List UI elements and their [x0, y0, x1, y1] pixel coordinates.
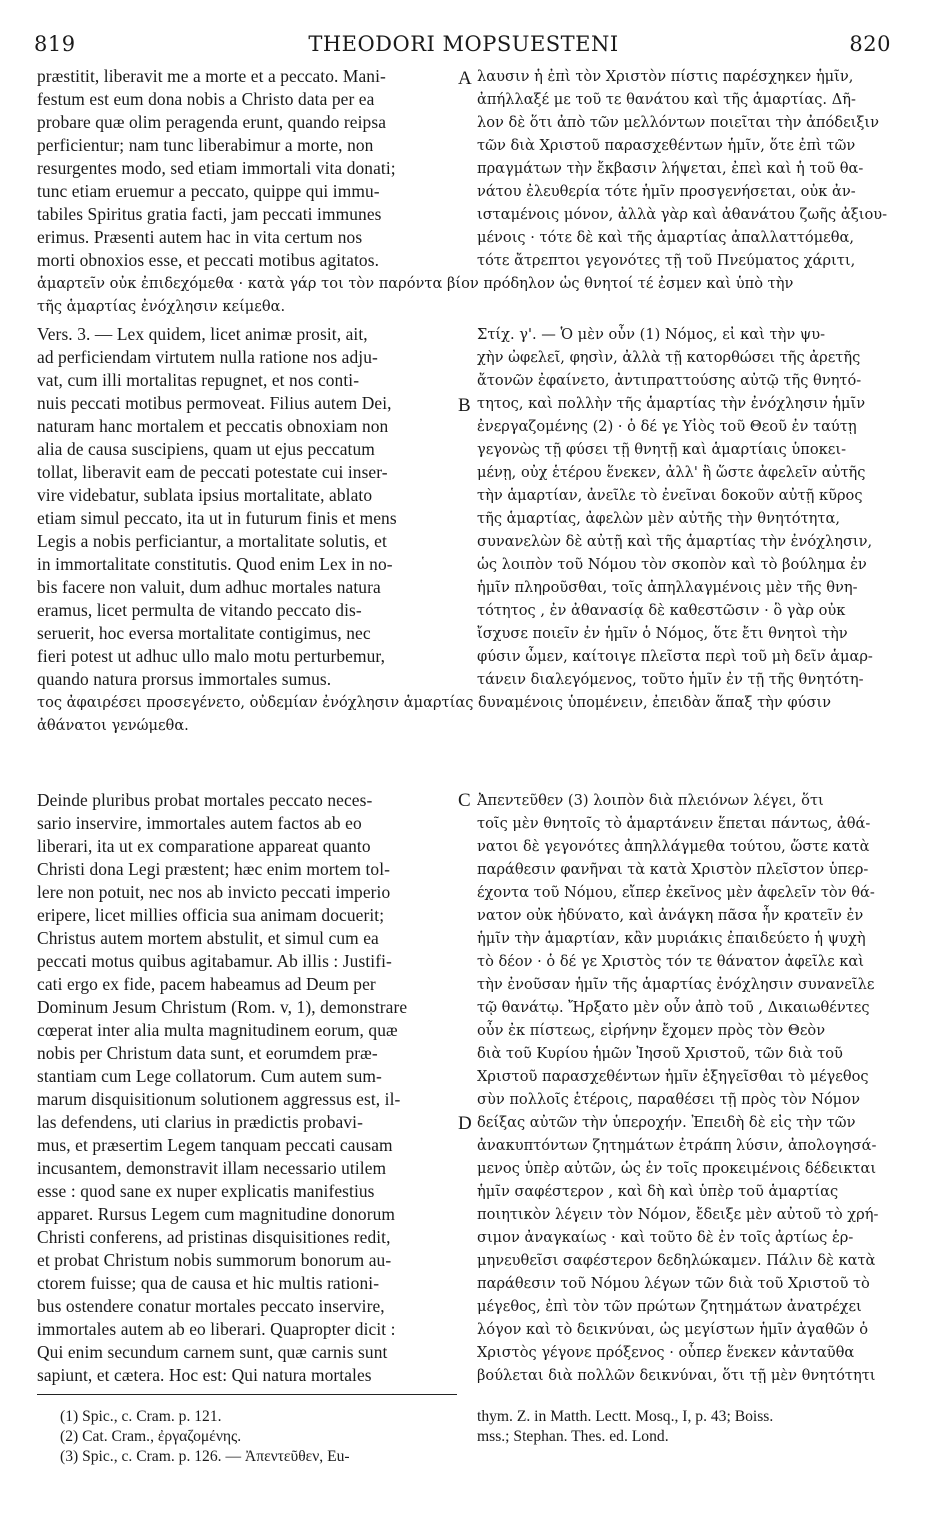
- greek-column-line: δείξας αὐτῶν τὴν ὑπεροχήν. Ἐπειδὴ δὲ εἰς τὴν τῶν: [477, 1114, 856, 1131]
- latin-column-line: Christi dona Legi præstent; hæc enim mortem tol-: [37, 859, 391, 879]
- latin-column-line: quando natura prorsus immortales sumus.: [37, 669, 332, 689]
- running-title: THEODORI MOPSUESTENI: [308, 32, 619, 56]
- greek-column-line: τῶν διὰ Χριστοῦ παρασχεθέντων ἡμῖν, ὅτε ἐπὶ τῶν: [477, 137, 856, 154]
- greek-column-line: νατοι δὲ γεγονότες ἀπηλλάγμεθα τούτου, ὥστε κατὰ: [477, 838, 870, 855]
- latin-column-line: marum disquisitionum solutionem aggressus est, il-: [37, 1089, 401, 1109]
- greek-column-line: συνανελὼν δὲ αὐτῇ καὶ τῆς ἁμαρτίας τὴν ἐνόχλησιν,: [477, 533, 873, 550]
- latin-column-line: Legis a nobis perficiantur, a mortalitate solutis, et: [37, 531, 387, 551]
- latin-column-line: tabiles Spiritus gratia facti, jam peccati immunes: [37, 204, 382, 224]
- greek-column-line: τὴν ἐνοῦσαν ἡμῖν τῆς ἁμαρτίας ἐνόχλησιν συνανεῖλε: [477, 976, 875, 993]
- greek-column-block-1: [477, 65, 895, 272]
- greek-column-line: Χριστὸς γέγονε πρόξενος · οὗπερ ἕνεκεν κἀνταῦθα: [477, 1344, 855, 1361]
- greek-column-line: φύσιν ὦμεν, καίτοιγε πλεῖστα περὶ τοῦ μὴ δεῖν ἁμαρ-: [477, 648, 873, 665]
- latin-column-line: ctorem fuisse; qua de causa et hic multis rationi-: [37, 1273, 380, 1293]
- greek-fullwidth-line: τῆς ἁμαρτίας ἐνόχλησιν κείμεθα.: [37, 298, 286, 315]
- greek-column-line: τότε ἄτρεπτοι γεγονότες τῇ τοῦ Πνεύματος χάριτι,: [477, 252, 856, 269]
- footnotes-right: [477, 1407, 897, 1447]
- greek-column-line: ἀπήλλαξέ με τοῦ τε θανάτου καὶ τῆς ἁμαρτίας. Δῆ-: [477, 91, 856, 108]
- footnotes-left: [60, 1407, 460, 1467]
- greek-column-line: ἐνεργαζομένης (2) · ὁ δέ γε Υἱὸς τοῦ Θεοῦ ἐν ταύτῃ: [477, 418, 857, 435]
- latin-column-line: liberari, ita ut ex comparatione appareat quanto: [37, 836, 371, 856]
- greek-column-line: ἡμῖν τὴν ἁμαρτίαν, κἂν μυριάκις ἐπαιδεύετο ἡ ψυχὴ: [477, 930, 866, 947]
- latin-column-line: vat, cum illi mortalitas repugnet, et nos conti-: [37, 370, 360, 390]
- latin-column-line: erimus. Præsenti autem hac in vita certum nos: [37, 227, 363, 247]
- latin-column-line: morti obnoxios esse, et peccati motibus agitatos.: [37, 250, 380, 270]
- greek-fullwidth-line: ἁμαρτεῖν οὐκ ἐπιδεχόμεθα · κατὰ γάρ τοι τὸν παρόντα βίον πρόδηλον ὡς θνητοί τέ ἐσμεν καὶ ὑπὸ τὴν: [37, 275, 794, 292]
- greek-fullwidth-block-2: [37, 691, 897, 737]
- greek-column-line: τῷ θανάτῳ. Ἤρξατο μὲν οὖν ἀπὸ τοῦ , Δικαιωθέντες: [477, 999, 870, 1016]
- latin-column-line: esse : quod sane ex nuper explicatis manifestius: [37, 1181, 375, 1201]
- latin-column-line: tollat, liberavit eam de peccati potestate cui inser-: [37, 462, 388, 482]
- greek-column-line: διὰ τοῦ Κυρίου ἡμῶν Ἰησοῦ Χριστοῦ, τῶν διὰ τοῦ: [477, 1045, 843, 1062]
- footnotes-right-line: mss.; Stephan. Thes. ed. Lond.: [477, 1428, 669, 1445]
- latin-column-line: vire videbatur, sublata ipsius mortalitate, ablato: [37, 485, 373, 505]
- greek-column-line: έχοντα τοῦ Νόμου, εἴπερ ἐκεῖνος μὲν ἀφελεῖν τὸν θά-: [477, 884, 875, 901]
- greek-column-line: ἡμῖν σαφέστερον , καὶ δὴ καὶ ὑπὲρ τοῦ ἁμαρτίας: [477, 1183, 839, 1200]
- footnotes-left-line: (2) Cat. Cram., ἐργαζομένης.: [60, 1428, 242, 1445]
- latin-column-line: tunc etiam eruemur a peccato, quippe qui immu-: [37, 181, 380, 201]
- latin-column-line: Deinde pluribus probat mortales peccato neces-: [37, 790, 373, 810]
- greek-column-line: μένοις · τότε δὲ καὶ τῆς ἁμαρτίας ἀπαλλαττόμεθα,: [477, 229, 855, 246]
- page-number-left: 819: [34, 32, 76, 56]
- footnotes-left-line: (1) Spic., c. Cram. p. 121.: [60, 1408, 222, 1425]
- greek-column-line: βούλεται διὰ πολλῶν δεικνύναι, ὅτι τῇ μὲν θνητότητι: [477, 1367, 876, 1384]
- latin-column-line: nobis per Christum data sunt, et eorumdem præ-: [37, 1043, 378, 1063]
- latin-column-line: mus, et præsertim Legem tanquam peccati causam: [37, 1135, 393, 1155]
- latin-column-block-2: [37, 323, 455, 691]
- latin-column-line: Christi conferens, ad pristinas disquisitiones redit,: [37, 1227, 391, 1247]
- greek-fullwidth-line: ἀθάνατοι γενώμεθα.: [37, 717, 189, 734]
- greek-column-line: ὡς λοιπὸν τοῦ Νόμου τὸν σκοπὸν καὶ τὸ βούλημα ἐν: [477, 556, 867, 573]
- greek-column-line: λαυσιν ἡ ἐπὶ τὸν Χριστὸν πίστις παρέσχηκεν ἡμῖν,: [477, 68, 854, 85]
- latin-column-line: ad perficiendam virtutem nulla ratione nos adju-: [37, 347, 378, 367]
- greek-column-line: μέγεθος, ἐπὶ τὸν τῶν πρώτων ζητημάτων ἀνατρέχει: [477, 1298, 862, 1315]
- margin-marker-d: D: [458, 1113, 472, 1134]
- footnote-rule: [37, 1394, 457, 1395]
- latin-column-line: eramus, licet permulta de vitando peccato dis-: [37, 600, 362, 620]
- greek-column-line: Στίχ. γ'. — Ὁ μὲν οὖν (1) Νόμος, εἰ καὶ τὴν ψυ-: [477, 326, 826, 343]
- margin-marker-c: C: [458, 790, 471, 811]
- greek-column-line: σιμον ἀναγκαίως · καὶ τοῦτο δὲ ἐν τοῖς ἀρτίως ἑρ-: [477, 1229, 854, 1246]
- greek-column-line: παράθεσιν φανῆναι τὰ κατὰ Χριστὸν πλεῖστον ὑπερ-: [477, 861, 869, 878]
- latin-column-line: sapiunt, et cætera. Hoc est: Qui natura mortales: [37, 1365, 372, 1385]
- latin-column-line: nuis peccati motibus permoveat. Filius autem Dei,: [37, 393, 392, 413]
- latin-column-block-1: [37, 65, 455, 272]
- latin-column-line: alia de causa suscipiens, quam ut ejus peccatum: [37, 439, 375, 459]
- greek-column-line: μηνευθεῖσι σαφέστερον δεδηλώκαμεν. Πάλιν δὲ κατὰ: [477, 1252, 876, 1269]
- latin-column-block-3: [37, 789, 455, 1387]
- greek-column-line: λόγον καὶ τὸ δεικνύναι, ὡς μεγίστων ἡμῖν ἀγαθῶν ὁ: [477, 1321, 869, 1338]
- latin-column-line: etiam simul peccato, ita ut in futurum finis et mens: [37, 508, 397, 528]
- greek-column-line: σὺν πολλοῖς ἑτέροις, παραθέσει τῇ πρὸς τὸν Νόμον: [477, 1091, 860, 1108]
- latin-column-line: eripere, licet millies officia sua animam docuerit;: [37, 905, 385, 925]
- latin-column-line: peccati motus quibus agitabamur. Ab illis : Justifi-: [37, 951, 392, 971]
- greek-column-line: ἀνακυπτόντων ζητημάτων ἐτράπη λύσιν, ἀπολογησά-: [477, 1137, 877, 1154]
- greek-column-line: τητος, καὶ πολλὴν τῆς ἁμαρτίας τὴν ἐνόχλησιν ἡμῖν: [477, 395, 866, 412]
- latin-column-line: seruerit, hoc eversa mortalitate contigimus, nec: [37, 623, 371, 643]
- greek-column-line: ἄτονῶν ἐφαίνετο, ἀντιπραττούσης αὐτῷ τῆς θνητό-: [477, 372, 862, 389]
- greek-column-line: Ἀπεντεῦθεν (3) λοιπὸν διὰ πλειόνων λέγει, ὅτι: [477, 792, 824, 809]
- latin-column-line: cœperat inter alia multa magnitudinem eorum, quæ: [37, 1020, 398, 1040]
- greek-column-line: ἴσχυσε ποιεῖν ἐν ἡμῖν ὁ Νόμος, ὅτε ἔτι θνητοὶ τὴν: [477, 625, 848, 642]
- greek-fullwidth-block-1: [37, 272, 897, 318]
- greek-column-line: τὸ δέον · ὁ δέ γε Χριστὸς τόν τε θάνατον ἀφεῖλε καὶ: [477, 953, 864, 970]
- greek-column-line: ποιητικὸν λέγειν τὸν Νόμον, ἔδειξε μὲν αὐτοῦ τὸ χρή-: [477, 1206, 879, 1223]
- greek-column-block-3: [477, 789, 895, 1387]
- latin-column-line: cati ergo ex fide, pacem habeamus ad Deum per: [37, 974, 376, 994]
- latin-column-line: incusantem, demonstravit illam necessario utilem: [37, 1158, 387, 1178]
- greek-column-line: τῆς ἁμαρτίας, ἀφελὼν μὲν αὐτῆς τὴν θνητότητα,: [477, 510, 840, 527]
- greek-column-line: τότητος , ἐν ἀθανασίᾳ δὲ καθεστῶσιν · ὃ γὰρ οὐκ: [477, 602, 846, 619]
- latin-column-line: probare quæ olim peragenda erunt, quando reipsa: [37, 112, 387, 132]
- greek-column-line: γεγονὼς τῇ φύσει τῇ θνητῇ καὶ ἁμαρτίαις ὑποκει-: [477, 441, 846, 458]
- greek-fullwidth-line: τος ἀφαιρέσει προσεγένετο, οὐδεμίαν ἐνόχλησιν ἁμαρτίας δυναμένοις ὑπομένειν, ἐπειδὰν ἅπαξ τὴν φύσιν: [37, 694, 832, 711]
- latin-column-line: las defendens, uti clarius in prædictis probavi-: [37, 1112, 363, 1132]
- latin-column-line: immortales autem ab eo liberari. Quapropter dicit :: [37, 1319, 396, 1339]
- footnotes-left-line: (3) Spic., c. Cram. p. 126. — Ἀπεντεῦθεν, Eu-: [60, 1448, 350, 1465]
- greek-column-line: τοῖς μὲν θνητοῖς τὸ ἁμαρτάνειν ἕπεται πάντως, ἀθά-: [477, 815, 871, 832]
- greek-column-line: ισταμένοις μόνον, ἀλλὰ γὰρ καὶ ἀθανάτου ζωῆς ἀξιου-: [477, 206, 888, 223]
- latin-column-line: Qui enim secundum carnem sunt, quæ carnis sunt: [37, 1342, 388, 1362]
- greek-column-line: λον δὲ ὅτι ἀπὸ τῶν μελλόντων ποιεῖται τὴν ἀπόδειξιν: [477, 114, 879, 131]
- latin-column-line: resurgentes modo, sed etiam immortali vita donati;: [37, 158, 396, 178]
- greek-column-line: παράθεσιν τοῦ Νόμου λέγων τῶν διὰ τοῦ Χριστοῦ τὸ: [477, 1275, 870, 1292]
- latin-column-line: Vers. 3. — Lex quidem, licet animæ prosit, ait,: [37, 324, 368, 344]
- latin-column-line: lere non potuit, nec nos ab invicto peccati imperio: [37, 882, 391, 902]
- latin-column-line: in immortalitate constitutis. Quod enim Lex in no-: [37, 554, 393, 574]
- latin-column-line: bis facere non valuit, dum adhuc mortales natura: [37, 577, 381, 597]
- greek-column-block-2: [477, 323, 895, 691]
- greek-column-line: πραγμάτων τὴν ἔκβασιν λήψεται, ἐπεὶ καὶ ἡ τοῦ θα-: [477, 160, 864, 177]
- footnotes-right-line: thym. Z. in Matth. Lectt. Mosq., I, p. 43; Boiss.: [477, 1408, 774, 1425]
- latin-column-line: naturam hanc mortalem et peccatis obnoxiam non: [37, 416, 389, 436]
- greek-column-line: μένῃ, οὐχ ἑτέρου ἕνεκεν, ἀλλ' ἢ ὥστε ἀφελεῖν αὐτῆς: [477, 464, 866, 481]
- greek-column-line: νατον οὐκ ἠδύνατο, καὶ ἀνάγκη πᾶσα ἦν κρατεῖν ἐν: [477, 907, 864, 924]
- latin-column-line: stantiam cum Lege collatorum. Cum autem sum-: [37, 1066, 382, 1086]
- greek-column-line: τὴν ἁμαρτίαν, ἀνεῖλε τὸ ἐνεῖναι δοκοῦν αὐτῇ κῦρος: [477, 487, 863, 504]
- greek-column-line: τάνειν διαλεγόμενος, τοῦτο ἡμῖν ἐν τῇ τῆς θνητότη-: [477, 671, 864, 688]
- greek-column-line: νάτου ἐλευθερία τότε ἡμῖν προσγενήσεται, οὐκ ἀν-: [477, 183, 856, 200]
- greek-column-line: μενος ὑπὲρ αὐτῶν, ὡς ἐν τοῖς προκειμένοις δέδεικται: [477, 1160, 877, 1177]
- latin-column-line: sario inservire, immortales autem factos ab eo: [37, 813, 362, 833]
- latin-column-line: Dominum Jesum Christum (Rom. v, 1), demonstrare: [37, 997, 408, 1017]
- margin-marker-a: A: [458, 68, 472, 89]
- greek-column-line: Χριστοῦ παρασχεθέντων ἡμῖν ἐξηγεῖσθαι τὸ μέγεθος: [477, 1068, 869, 1085]
- latin-column-line: præstitit, liberavit me a morte et a peccato. Mani-: [37, 66, 386, 86]
- latin-column-line: apparet. Rursus Legem cum magnitudine donorum: [37, 1204, 396, 1224]
- latin-column-line: Christus autem mortem abstulit, et simul cum ea: [37, 928, 379, 948]
- latin-column-line: bus ostendere conatur mortales peccato inservire,: [37, 1296, 385, 1316]
- latin-column-line: perficientur; nam tunc liberabimur a morte, non: [37, 135, 374, 155]
- latin-column-line: festum est eum dona nobis a Christo data per ea: [37, 89, 375, 109]
- margin-marker-b: B: [458, 395, 471, 416]
- latin-column-line: et probat Christum nobis summorum bonorum au-: [37, 1250, 392, 1270]
- greek-column-line: χὴν ὠφελεῖ, φησὶν, ἀλλὰ τῇ κατορθώσει τῆς ἀρετῆς: [477, 349, 861, 366]
- latin-column-line: fieri potest ut adhuc ullo malo motu perturbemur,: [37, 646, 386, 666]
- greek-column-line: οὖν ἐκ πίστεως, εἰρήνην ἔχομεν πρὸς τὸν Θεὸν: [477, 1022, 826, 1039]
- greek-column-line: ἡμῖν πληροῦσθαι, τοῖς ἀπηλλαγμένοις μὲν τῆς θνη-: [477, 579, 858, 596]
- page-number-right: 820: [849, 32, 891, 56]
